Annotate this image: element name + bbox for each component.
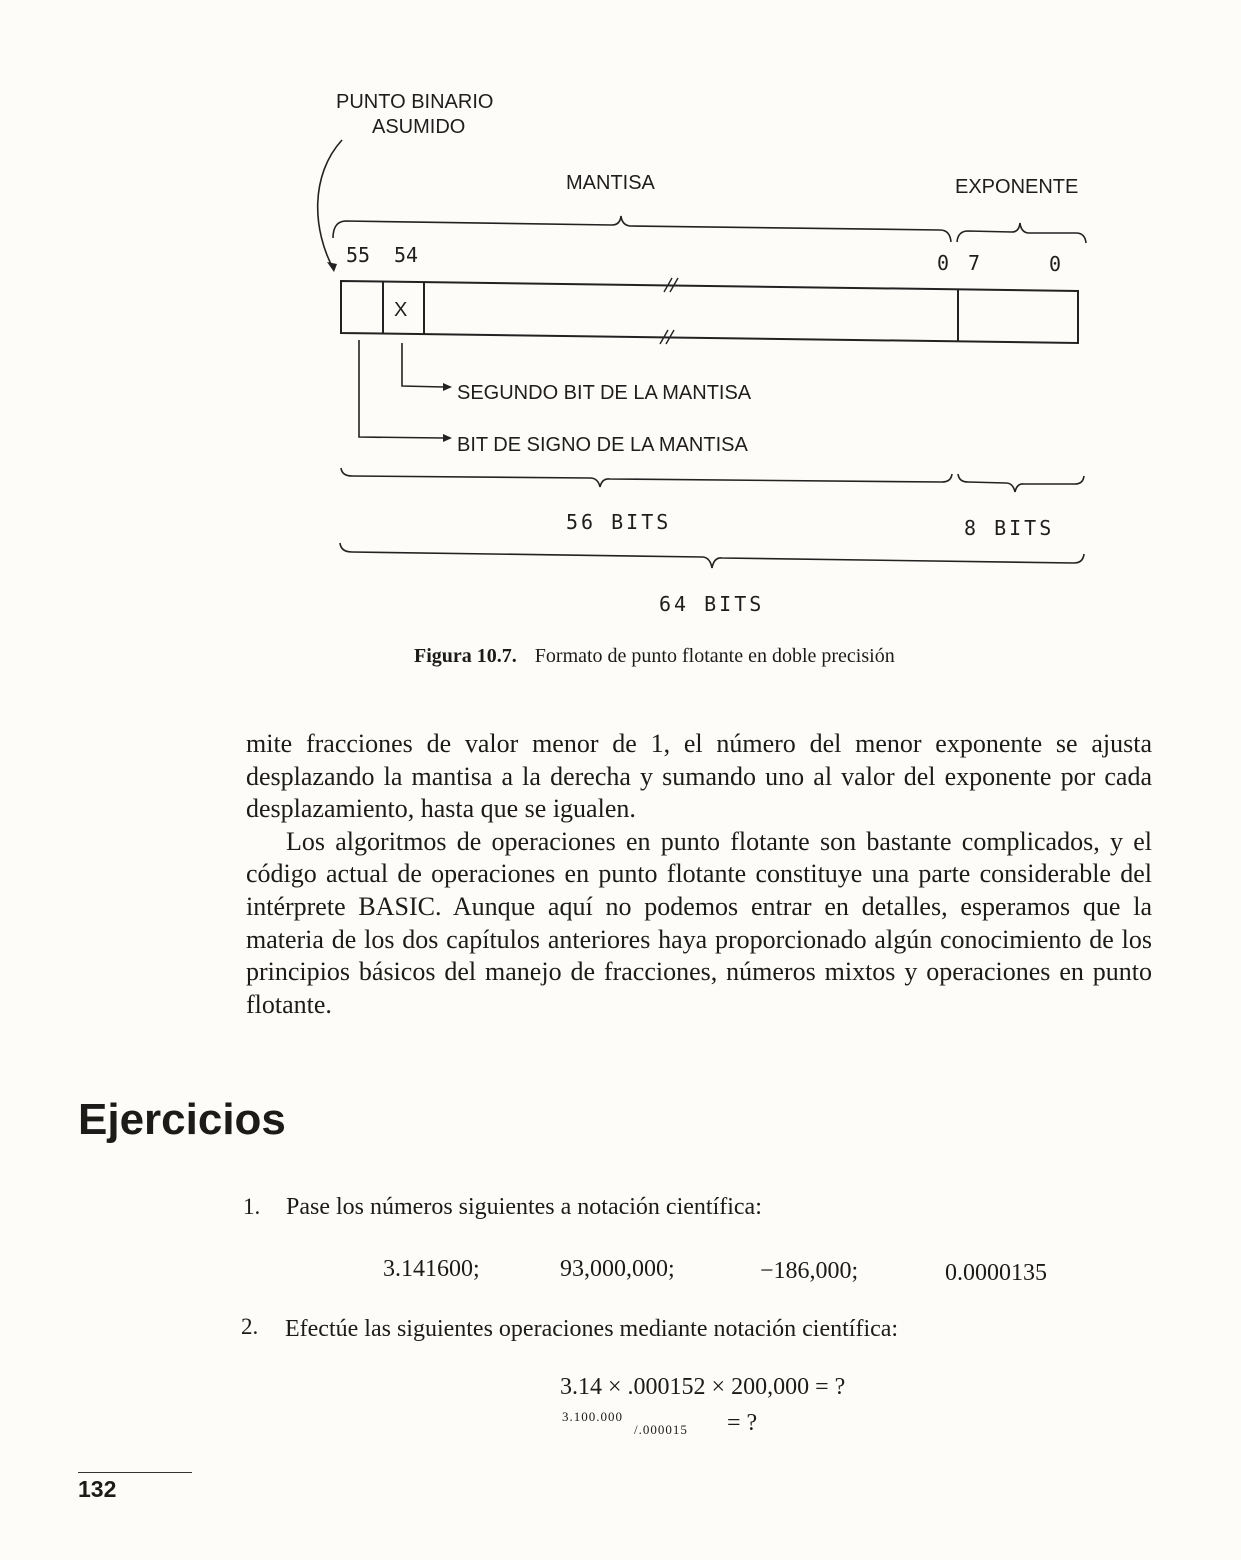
mantissa-brace [333,216,951,242]
section-heading: Ejercicios [78,1095,286,1144]
figure-caption [414,645,895,668]
second-bit-label: SEGUNDO BIT DE LA MANTISA [457,382,752,404]
figure-caption-text: Formato de punto flotante en doble precisión [534,645,895,667]
binary-point-arrow [318,140,342,270]
register-box [341,281,1078,343]
exercise-1-number: 1. [243,1194,261,1219]
exponent-label: EXPONENTE [955,176,1079,198]
bit-number-0-mantissa: 0 [937,251,950,275]
second-bit-arrowhead [443,383,452,391]
binary-point-arrowhead [327,262,337,272]
binary-point-label-line1: PUNTO BINARIO [336,91,494,113]
binary-point-label-line2: ASUMIDO [372,116,466,138]
label-64-bits: 64 BITS [659,592,765,616]
exercise-2-fraction-result: = ? [727,1410,758,1436]
bit-number-55: 55 [346,243,371,267]
double-precision-format-diagram [0,0,1241,640]
exercise-1-value-2: 93,000,000; [560,1256,675,1282]
bit-number-0-exponent: 0 [1049,252,1062,276]
brace-64-bits [340,543,1084,568]
brace-8-bits [958,474,1084,492]
label-56-bits: 56 BITS [566,510,672,534]
exercise-2-text: Efectúe las siguientes operaciones mediante notación científica: [285,1316,899,1342]
body-paragraph-2: Los algoritmos de operaciones en punto flotante son bastante complicados, y el código actual de operaciones en punto flotante constituye una parte considerable del intérprete BASIC. Aunque aquí no podemos entrar en detalles, esperamos que la materia de los dos capítulos anteriores haya proporcionado algún conocimiento de los principios básicos del manejo de fracciones, números mixtos y operaciones en punto flotante. [246,826,1152,1019]
body-paragraph-1: mite fracciones de valor menor de 1, el número del menor exponente se ajusta desplazando la mantisa a la derecha y sumando uno al valor del exponente por cada desplazamiento, hasta que se igualen. [246,729,1152,824]
exercise-2-fraction-numerator: 3.100.000 [562,1409,623,1424]
bit-number-7: 7 [968,251,981,275]
cell-x-label: X [394,299,408,321]
figure-caption-number: Figura 10.7. [414,645,517,667]
sign-bit-arrowhead [443,434,452,442]
brace-56-bits [341,468,952,487]
exercise-2-number: 2. [241,1314,259,1339]
second-bit-pointer [402,343,444,387]
exercise-1-value-1: 3.141600; [383,1256,480,1282]
exercise-2-operation-1: 3.14 × .000152 × 200,000 = ? [560,1374,846,1400]
exercise-1-text: Pase los números siguientes a notación científica: [286,1194,762,1220]
page-number: 132 [78,1476,117,1502]
exercise-2-fraction-denominator: /.000015 [634,1422,688,1437]
bit-number-54: 54 [394,243,419,267]
body-text [246,728,1152,1021]
sign-bit-label: BIT DE SIGNO DE LA MANTISA [457,434,748,456]
exercise-1-value-4: 0.0000135 [945,1260,1047,1286]
exercise-1-value-3: −186,000; [760,1258,859,1284]
label-8-bits: 8 BITS [964,516,1055,540]
exponent-brace [957,223,1086,243]
mantissa-label: MANTISA [566,172,655,194]
footer-rule [78,1472,192,1473]
